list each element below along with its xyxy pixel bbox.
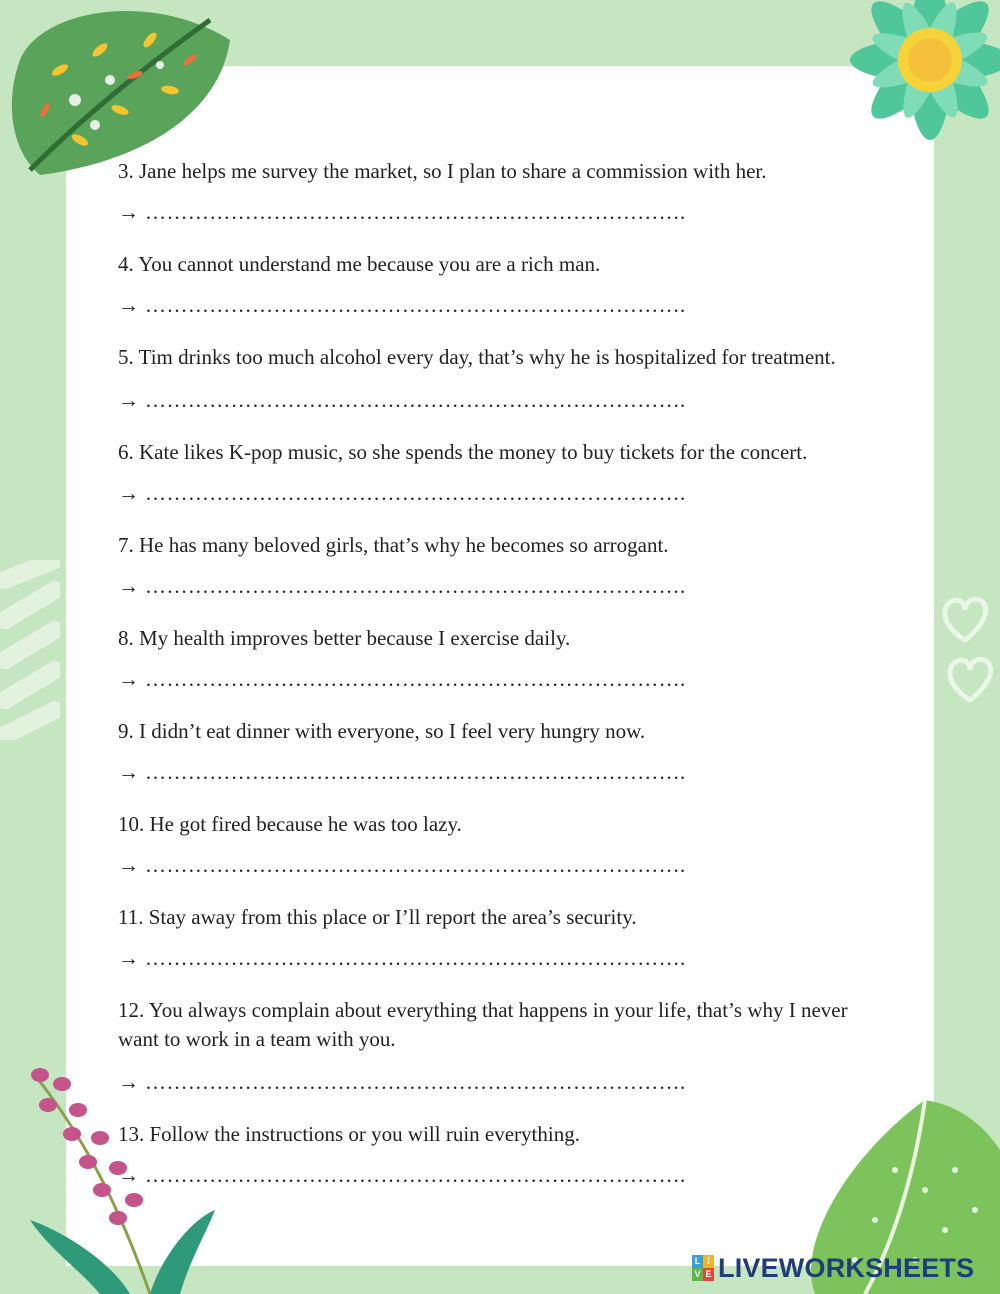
answer-line[interactable]: → …………………………………………………………………. <box>118 293 686 317</box>
question-text: 4. You cannot understand me because you are a rich man. <box>118 252 601 276</box>
question-text: 12. You always complain about everything that happens in your life, that’s why I never want to work in a team with you. <box>118 998 848 1051</box>
question-text: 3. Jane helps me survey the market, so I plan to share a commission with her. <box>118 159 767 183</box>
answer-line[interactable]: → …………………………………………………………………. <box>118 667 686 691</box>
question-text: 11. Stay away from this place or I’ll report the area’s security. <box>118 905 637 929</box>
watermark-text: LIVEWORKSHEETS <box>718 1252 975 1283</box>
answer-line[interactable]: → …………………………………………………………………. <box>118 574 686 598</box>
answer-line[interactable]: → …………………………………………………………………. <box>118 946 686 970</box>
question-text: 6. Kate likes K-pop music, so she spends the money to buy tickets for the concert. <box>118 440 808 464</box>
scribble-decoration <box>0 560 60 740</box>
answer-line[interactable]: → …………………………………………………………………. <box>118 388 686 412</box>
answer-line[interactable]: → …………………………………………………………………. <box>118 481 686 505</box>
question-text: 8. My health improves better because I exercise daily. <box>118 626 571 650</box>
answer-line[interactable]: → …………………………………………………………………. <box>118 1163 686 1187</box>
liveworksheets-logo-icon: L I V E <box>692 1255 714 1281</box>
question-text: 13. Follow the instructions or you will ruin everything. <box>118 1122 580 1146</box>
answer-line[interactable]: → …………………………………………………………………. <box>118 200 686 224</box>
answer-line[interactable]: → …………………………………………………………………. <box>118 760 686 784</box>
question-text: 10. He got fired because he was too lazy. <box>118 812 462 836</box>
answer-line[interactable]: → …………………………………………………………………. <box>118 1070 686 1094</box>
question-text: 5. Tim drinks too much alcohol every day, that’s why he is hospitalized for treatment. <box>118 345 836 369</box>
question-text: 7. He has many beloved girls, that’s why he becomes so arrogant. <box>118 533 669 557</box>
answer-line[interactable]: → …………………………………………………………………. <box>118 853 686 877</box>
flower-decoration <box>820 0 1000 170</box>
hearts-decoration <box>935 590 1000 720</box>
question-text: 9. I didn’t eat dinner with everyone, so I feel very hungry now. <box>118 719 646 743</box>
exercise-list <box>118 157 888 1213</box>
liveworksheets-watermark[interactable] <box>692 1252 974 1284</box>
